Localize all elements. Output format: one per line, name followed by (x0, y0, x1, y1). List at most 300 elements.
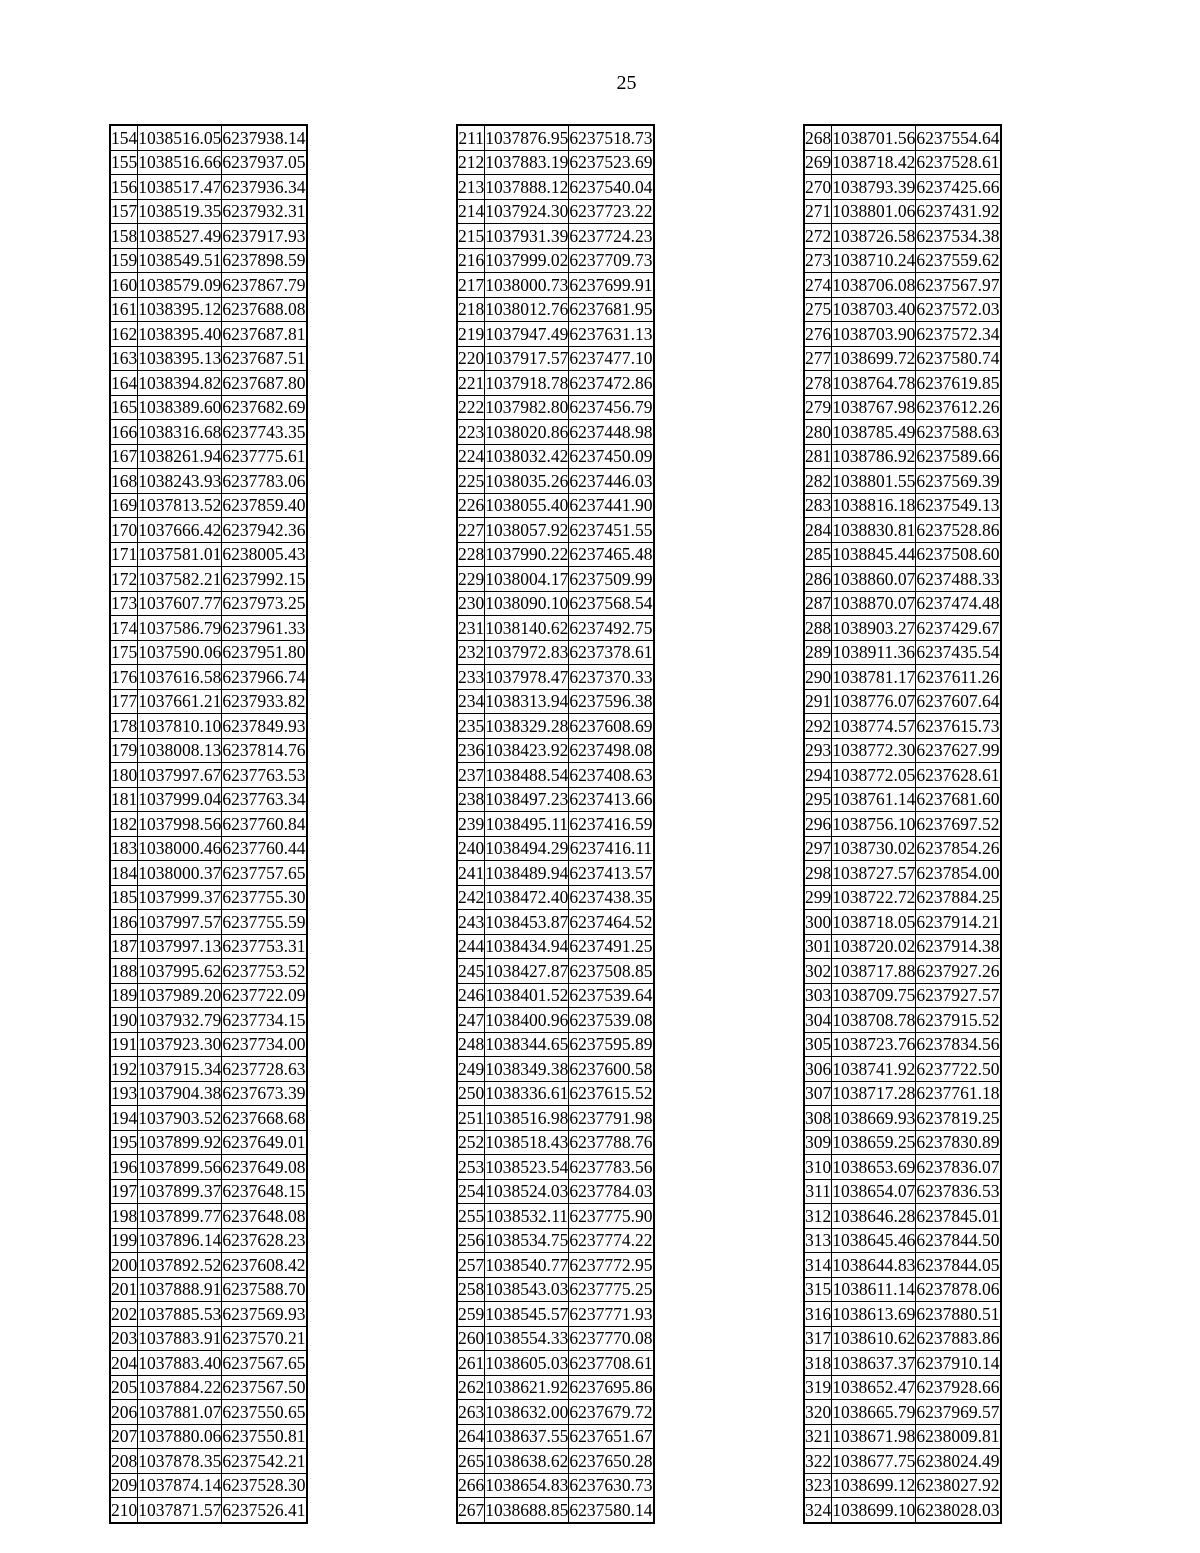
y-coordinate-cell: 6237508.60 (916, 542, 1001, 567)
table-row (457, 983, 654, 1008)
y-coordinate-cell: 6237774.22 (569, 1228, 654, 1253)
x-coordinate-cell: 1038717.28 (832, 1081, 916, 1106)
y-coordinate-cell: 6237734.00 (222, 1032, 307, 1057)
x-coordinate-cell: 1038488.54 (485, 763, 569, 788)
y-coordinate-cell: 6237673.39 (222, 1081, 307, 1106)
point-number-cell: 278 (804, 371, 832, 396)
table-row (110, 469, 307, 494)
point-number-cell: 245 (457, 959, 485, 984)
x-coordinate-cell: 1038637.37 (832, 1351, 916, 1376)
y-coordinate-cell: 6237648.15 (222, 1179, 307, 1204)
y-coordinate-cell: 6237649.01 (222, 1130, 307, 1155)
table-row (804, 983, 1001, 1008)
y-coordinate-cell: 6237854.00 (916, 861, 1001, 886)
x-coordinate-cell: 1038671.98 (832, 1424, 916, 1449)
table-row (457, 763, 654, 788)
point-number-cell: 273 (804, 248, 832, 273)
table-row (804, 1449, 1001, 1474)
y-coordinate-cell: 6237687.81 (222, 322, 307, 347)
table-row (457, 1155, 654, 1180)
point-number-cell: 174 (110, 616, 138, 641)
x-coordinate-cell: 1038756.10 (832, 812, 916, 837)
y-coordinate-cell: 6237770.08 (569, 1326, 654, 1351)
x-coordinate-cell: 1037892.52 (138, 1253, 222, 1278)
table-row (110, 1057, 307, 1082)
x-coordinate-cell: 1037997.67 (138, 763, 222, 788)
point-number-cell: 289 (804, 640, 832, 665)
x-coordinate-cell: 1038781.17 (832, 665, 916, 690)
y-coordinate-cell: 6237859.40 (222, 493, 307, 518)
x-coordinate-cell: 1038845.44 (832, 542, 916, 567)
point-number-cell: 314 (804, 1253, 832, 1278)
point-number-cell: 218 (457, 297, 485, 322)
x-coordinate-cell: 1038000.46 (138, 836, 222, 861)
y-coordinate-cell: 6237783.56 (569, 1155, 654, 1180)
point-number-cell: 294 (804, 763, 832, 788)
point-number-cell: 228 (457, 542, 485, 567)
x-coordinate-cell: 1037888.12 (485, 175, 569, 200)
y-coordinate-cell: 6237615.52 (569, 1081, 654, 1106)
table-row (110, 1081, 307, 1106)
x-coordinate-cell: 1038688.85 (485, 1498, 569, 1523)
table-row (457, 1473, 654, 1498)
table-row (457, 1424, 654, 1449)
x-coordinate-cell: 1038349.38 (485, 1057, 569, 1082)
point-number-cell: 214 (457, 199, 485, 224)
y-coordinate-cell: 6237539.08 (569, 1008, 654, 1033)
point-number-cell: 283 (804, 493, 832, 518)
x-coordinate-cell: 1038516.98 (485, 1106, 569, 1131)
x-coordinate-cell: 1038659.25 (832, 1130, 916, 1155)
point-number-cell: 160 (110, 273, 138, 298)
y-coordinate-cell: 6237413.57 (569, 861, 654, 886)
y-coordinate-cell: 6237431.92 (916, 199, 1001, 224)
table-row (804, 1008, 1001, 1033)
point-number-cell: 312 (804, 1204, 832, 1229)
table-row (457, 542, 654, 567)
table-row (457, 420, 654, 445)
point-number-cell: 177 (110, 689, 138, 714)
x-coordinate-cell: 1037876.95 (485, 125, 569, 150)
x-coordinate-cell: 1038532.11 (485, 1204, 569, 1229)
x-coordinate-cell: 1038000.37 (138, 861, 222, 886)
y-coordinate-cell: 6237836.53 (916, 1179, 1001, 1204)
y-coordinate-cell: 6237760.84 (222, 812, 307, 837)
point-number-cell: 250 (457, 1081, 485, 1106)
y-coordinate-cell: 6237438.35 (569, 885, 654, 910)
y-coordinate-cell: 6237615.73 (916, 714, 1001, 739)
y-coordinate-cell: 6237697.52 (916, 812, 1001, 837)
table-row (110, 738, 307, 763)
point-number-cell: 208 (110, 1449, 138, 1474)
x-coordinate-cell: 1038035.26 (485, 469, 569, 494)
point-number-cell: 201 (110, 1277, 138, 1302)
y-coordinate-cell: 6238005.43 (222, 542, 307, 567)
point-number-cell: 215 (457, 224, 485, 249)
table-row (457, 689, 654, 714)
table-row (804, 224, 1001, 249)
x-coordinate-cell: 1038644.83 (832, 1253, 916, 1278)
table-row (804, 738, 1001, 763)
point-number-cell: 292 (804, 714, 832, 739)
y-coordinate-cell: 6237772.95 (569, 1253, 654, 1278)
point-number-cell: 227 (457, 518, 485, 543)
x-coordinate-cell: 1038329.28 (485, 714, 569, 739)
x-coordinate-cell: 1038722.72 (832, 885, 916, 910)
y-coordinate-cell: 6237651.67 (569, 1424, 654, 1449)
y-coordinate-cell: 6237568.54 (569, 591, 654, 616)
point-number-cell: 155 (110, 150, 138, 175)
point-number-cell: 288 (804, 616, 832, 641)
y-coordinate-cell: 6237491.25 (569, 934, 654, 959)
x-coordinate-cell: 1038741.92 (832, 1057, 916, 1082)
x-coordinate-cell: 1038261.94 (138, 444, 222, 469)
table-row (110, 1032, 307, 1057)
x-coordinate-cell: 1037932.79 (138, 1008, 222, 1033)
point-number-cell: 298 (804, 861, 832, 886)
x-coordinate-cell: 1037888.91 (138, 1277, 222, 1302)
x-coordinate-cell: 1038793.39 (832, 175, 916, 200)
table-row (804, 567, 1001, 592)
table-row (804, 1106, 1001, 1131)
y-coordinate-cell: 6237966.74 (222, 665, 307, 690)
point-number-cell: 173 (110, 591, 138, 616)
x-coordinate-cell: 1038621.92 (485, 1375, 569, 1400)
table-row (110, 322, 307, 347)
table-row (804, 1326, 1001, 1351)
x-coordinate-cell: 1038313.94 (485, 689, 569, 714)
point-number-cell: 296 (804, 812, 832, 837)
point-number-cell: 165 (110, 395, 138, 420)
point-number-cell: 162 (110, 322, 138, 347)
x-coordinate-cell: 1038699.12 (832, 1473, 916, 1498)
table-row (804, 346, 1001, 371)
x-coordinate-cell: 1038632.00 (485, 1400, 569, 1425)
table-row (110, 518, 307, 543)
point-number-cell: 172 (110, 567, 138, 592)
point-number-cell: 301 (804, 934, 832, 959)
x-coordinate-cell: 1038645.46 (832, 1228, 916, 1253)
table-row (804, 322, 1001, 347)
y-coordinate-cell: 6237910.14 (916, 1351, 1001, 1376)
y-coordinate-cell: 6237472.86 (569, 371, 654, 396)
y-coordinate-cell: 6237588.63 (916, 420, 1001, 445)
x-coordinate-cell: 1037978.47 (485, 665, 569, 690)
table-row (457, 1400, 654, 1425)
point-number-cell: 300 (804, 910, 832, 935)
y-coordinate-cell: 6237867.79 (222, 273, 307, 298)
y-coordinate-cell: 6237708.61 (569, 1351, 654, 1376)
y-coordinate-cell: 6237917.93 (222, 224, 307, 249)
point-number-cell: 308 (804, 1106, 832, 1131)
point-number-cell: 310 (804, 1155, 832, 1180)
table-row (457, 1057, 654, 1082)
x-coordinate-cell: 1038579.09 (138, 273, 222, 298)
table-row (804, 763, 1001, 788)
y-coordinate-cell: 6237681.95 (569, 297, 654, 322)
y-coordinate-cell: 6237687.51 (222, 346, 307, 371)
y-coordinate-cell: 6237441.90 (569, 493, 654, 518)
x-coordinate-cell: 1038389.60 (138, 395, 222, 420)
x-coordinate-cell: 1038870.07 (832, 591, 916, 616)
point-number-cell: 207 (110, 1424, 138, 1449)
y-coordinate-cell: 6237542.21 (222, 1449, 307, 1474)
table-row (457, 812, 654, 837)
table-row (110, 273, 307, 298)
x-coordinate-cell: 1038723.76 (832, 1032, 916, 1057)
table-row (804, 1032, 1001, 1057)
point-number-cell: 277 (804, 346, 832, 371)
table-row (457, 273, 654, 298)
point-number-cell: 232 (457, 640, 485, 665)
y-coordinate-cell: 6237550.81 (222, 1424, 307, 1449)
point-number-cell: 242 (457, 885, 485, 910)
point-number-cell: 181 (110, 787, 138, 812)
y-coordinate-cell: 6237498.08 (569, 738, 654, 763)
y-coordinate-cell: 6237760.44 (222, 836, 307, 861)
point-number-cell: 266 (457, 1473, 485, 1498)
y-coordinate-cell: 6237973.25 (222, 591, 307, 616)
table-row (457, 444, 654, 469)
table-row (804, 493, 1001, 518)
table-row (457, 910, 654, 935)
y-coordinate-cell: 6237933.82 (222, 689, 307, 714)
point-number-cell: 318 (804, 1351, 832, 1376)
point-number-cell: 238 (457, 787, 485, 812)
point-number-cell: 230 (457, 591, 485, 616)
point-number-cell: 259 (457, 1302, 485, 1327)
table-row (457, 395, 654, 420)
y-coordinate-cell: 6237681.60 (916, 787, 1001, 812)
point-number-cell: 246 (457, 983, 485, 1008)
x-coordinate-cell: 1037904.38 (138, 1081, 222, 1106)
y-coordinate-cell: 6237709.73 (569, 248, 654, 273)
y-coordinate-cell: 6237628.23 (222, 1228, 307, 1253)
x-coordinate-cell: 1038652.47 (832, 1375, 916, 1400)
point-number-cell: 183 (110, 836, 138, 861)
x-coordinate-cell: 1038090.10 (485, 591, 569, 616)
x-coordinate-cell: 1037923.30 (138, 1032, 222, 1057)
y-coordinate-cell: 6237942.36 (222, 518, 307, 543)
table-row (804, 248, 1001, 273)
page-number: 25 (616, 72, 637, 94)
point-number-cell: 166 (110, 420, 138, 445)
x-coordinate-cell: 1038516.66 (138, 150, 222, 175)
y-coordinate-cell: 6237687.80 (222, 371, 307, 396)
x-coordinate-cell: 1037924.30 (485, 199, 569, 224)
table-row (457, 616, 654, 641)
table-row (804, 1253, 1001, 1278)
x-coordinate-cell: 1038860.07 (832, 567, 916, 592)
x-coordinate-cell: 1038654.07 (832, 1179, 916, 1204)
table-row (804, 1130, 1001, 1155)
x-coordinate-cell: 1037661.21 (138, 689, 222, 714)
table-row (804, 910, 1001, 935)
point-number-cell: 320 (804, 1400, 832, 1425)
point-number-cell: 267 (457, 1498, 485, 1523)
y-coordinate-cell: 6237528.61 (916, 150, 1001, 175)
y-coordinate-cell: 6237688.08 (222, 297, 307, 322)
point-number-cell: 154 (110, 125, 138, 150)
point-number-cell: 205 (110, 1375, 138, 1400)
x-coordinate-cell: 1038516.05 (138, 125, 222, 150)
point-number-cell: 170 (110, 518, 138, 543)
x-coordinate-cell: 1038816.18 (832, 493, 916, 518)
point-number-cell: 323 (804, 1473, 832, 1498)
table-row (804, 1424, 1001, 1449)
table-row (110, 371, 307, 396)
y-coordinate-cell: 6237534.38 (916, 224, 1001, 249)
table-row (110, 1473, 307, 1498)
point-number-cell: 284 (804, 518, 832, 543)
point-number-cell: 258 (457, 1277, 485, 1302)
table-row (457, 371, 654, 396)
point-number-cell: 297 (804, 836, 832, 861)
x-coordinate-cell: 1038519.35 (138, 199, 222, 224)
y-coordinate-cell: 6237783.06 (222, 469, 307, 494)
y-coordinate-cell: 6237650.28 (569, 1449, 654, 1474)
y-coordinate-cell: 6237567.65 (222, 1351, 307, 1376)
x-coordinate-cell: 1037885.53 (138, 1302, 222, 1327)
table-row (804, 812, 1001, 837)
y-coordinate-cell: 6237844.05 (916, 1253, 1001, 1278)
point-number-cell: 257 (457, 1253, 485, 1278)
table-row (110, 1253, 307, 1278)
table-row (110, 616, 307, 641)
point-number-cell: 204 (110, 1351, 138, 1376)
y-coordinate-cell: 6237722.50 (916, 1057, 1001, 1082)
point-number-cell: 189 (110, 983, 138, 1008)
x-coordinate-cell: 1038718.42 (832, 150, 916, 175)
y-coordinate-cell: 6237668.68 (222, 1106, 307, 1131)
point-number-cell: 188 (110, 959, 138, 984)
x-coordinate-cell: 1038344.65 (485, 1032, 569, 1057)
table-row (804, 297, 1001, 322)
coordinate-table-1 (109, 124, 308, 1524)
x-coordinate-cell: 1038665.79 (832, 1400, 916, 1425)
point-number-cell: 197 (110, 1179, 138, 1204)
point-number-cell: 270 (804, 175, 832, 200)
point-number-cell: 276 (804, 322, 832, 347)
y-coordinate-cell: 6237567.97 (916, 273, 1001, 298)
x-coordinate-cell: 1038336.61 (485, 1081, 569, 1106)
y-coordinate-cell: 6237611.26 (916, 665, 1001, 690)
y-coordinate-cell: 6237915.52 (916, 1008, 1001, 1033)
table-row (457, 518, 654, 543)
y-coordinate-cell: 6237528.86 (916, 518, 1001, 543)
point-number-cell: 263 (457, 1400, 485, 1425)
y-coordinate-cell: 6237834.56 (916, 1032, 1001, 1057)
table-row (457, 959, 654, 984)
x-coordinate-cell: 1037883.91 (138, 1326, 222, 1351)
y-coordinate-cell: 6237465.48 (569, 542, 654, 567)
table-row (804, 125, 1001, 150)
table-row (457, 1204, 654, 1229)
y-coordinate-cell: 6237448.98 (569, 420, 654, 445)
table-row (804, 1400, 1001, 1425)
x-coordinate-cell: 1038000.73 (485, 273, 569, 298)
point-number-cell: 282 (804, 469, 832, 494)
point-number-cell: 237 (457, 763, 485, 788)
y-coordinate-cell: 6237567.50 (222, 1375, 307, 1400)
table-row (804, 1498, 1001, 1523)
point-number-cell: 236 (457, 738, 485, 763)
x-coordinate-cell: 1038761.14 (832, 787, 916, 812)
table-row (804, 934, 1001, 959)
table-row (457, 199, 654, 224)
point-number-cell: 175 (110, 640, 138, 665)
y-coordinate-cell: 6237951.80 (222, 640, 307, 665)
y-coordinate-cell: 6237784.03 (569, 1179, 654, 1204)
point-number-cell: 191 (110, 1032, 138, 1057)
table-row (110, 444, 307, 469)
x-coordinate-cell: 1038243.93 (138, 469, 222, 494)
y-coordinate-cell: 6237775.61 (222, 444, 307, 469)
point-number-cell: 198 (110, 1204, 138, 1229)
table-row (110, 125, 307, 150)
point-number-cell: 275 (804, 297, 832, 322)
table-row (110, 1424, 307, 1449)
point-number-cell: 287 (804, 591, 832, 616)
x-coordinate-cell: 1038545.57 (485, 1302, 569, 1327)
y-coordinate-cell: 6237695.86 (569, 1375, 654, 1400)
x-coordinate-cell: 1037999.02 (485, 248, 569, 273)
point-number-cell: 168 (110, 469, 138, 494)
table-row (804, 175, 1001, 200)
x-coordinate-cell: 1038699.72 (832, 346, 916, 371)
y-coordinate-cell: 6237753.52 (222, 959, 307, 984)
table-row (110, 420, 307, 445)
x-coordinate-cell: 1038032.42 (485, 444, 569, 469)
point-number-cell: 185 (110, 885, 138, 910)
table-row (457, 1302, 654, 1327)
table-row (110, 1179, 307, 1204)
x-coordinate-cell: 1038669.93 (832, 1106, 916, 1131)
point-number-cell: 264 (457, 1424, 485, 1449)
point-number-cell: 268 (804, 125, 832, 150)
x-coordinate-cell: 1037899.37 (138, 1179, 222, 1204)
table-row (110, 689, 307, 714)
x-coordinate-cell: 1038701.56 (832, 125, 916, 150)
y-coordinate-cell: 6237572.34 (916, 322, 1001, 347)
x-coordinate-cell: 1037917.57 (485, 346, 569, 371)
table-row (110, 567, 307, 592)
table-row (804, 1057, 1001, 1082)
table-row (457, 1228, 654, 1253)
y-coordinate-cell: 6237830.89 (916, 1130, 1001, 1155)
point-number-cell: 235 (457, 714, 485, 739)
x-coordinate-cell: 1038776.07 (832, 689, 916, 714)
x-coordinate-cell: 1038523.54 (485, 1155, 569, 1180)
point-number-cell: 254 (457, 1179, 485, 1204)
point-number-cell: 176 (110, 665, 138, 690)
x-coordinate-cell: 1038012.76 (485, 297, 569, 322)
x-coordinate-cell: 1038772.05 (832, 763, 916, 788)
y-coordinate-cell: 6237845.01 (916, 1204, 1001, 1229)
point-number-cell: 169 (110, 493, 138, 518)
x-coordinate-cell: 1038801.55 (832, 469, 916, 494)
y-coordinate-cell: 6237755.30 (222, 885, 307, 910)
table-row (110, 959, 307, 984)
table-row (110, 934, 307, 959)
x-coordinate-cell: 1038395.13 (138, 346, 222, 371)
y-coordinate-cell: 6237880.51 (916, 1302, 1001, 1327)
table-row (457, 665, 654, 690)
x-coordinate-cell: 1037899.92 (138, 1130, 222, 1155)
y-coordinate-cell: 6237927.57 (916, 983, 1001, 1008)
table-row (804, 861, 1001, 886)
table-row (110, 591, 307, 616)
